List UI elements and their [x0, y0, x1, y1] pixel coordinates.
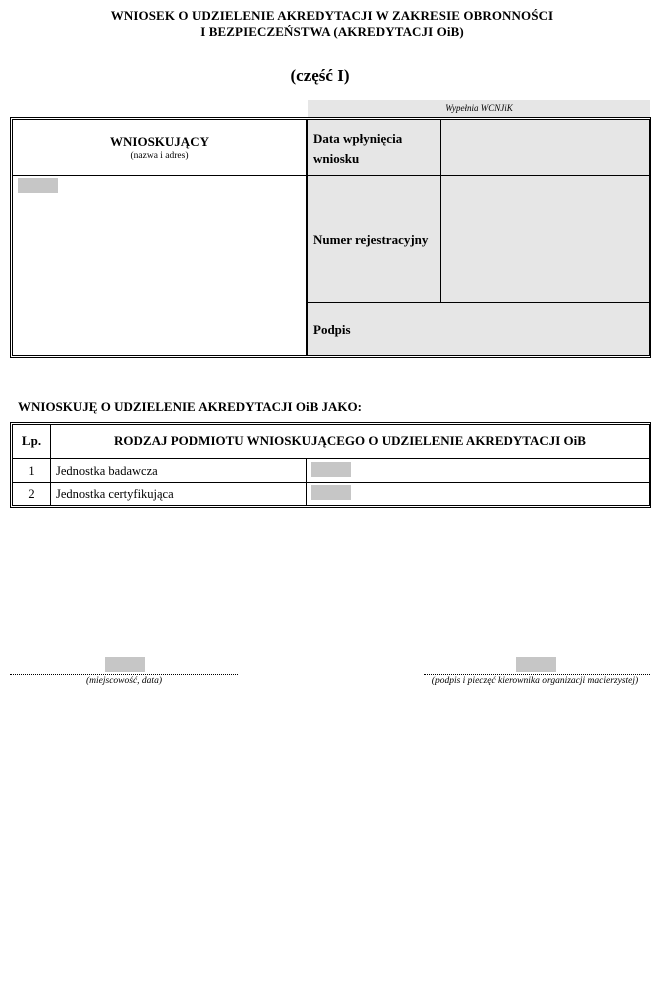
place-date-field[interactable]: [105, 657, 145, 672]
certification-unit-select-field[interactable]: [311, 485, 351, 500]
row-type-name-cell: [50, 458, 307, 483]
row-lp: 1: [28, 464, 35, 478]
received-date-label-line1: Data wpłynięcia: [313, 131, 403, 146]
place-date-caption: (miejscowość, data): [86, 676, 162, 686]
row-type-name: Jednostka certyfikująca: [56, 487, 174, 501]
row-selection-cell: [306, 458, 650, 483]
signature-cell: [307, 302, 650, 356]
row-type-name-cell: [50, 482, 307, 506]
manager-signature-caption: (podpis i pieczęć kierownika organizacji macierzystej): [431, 676, 639, 686]
applicant-subtitle: (nazwa i adres): [130, 151, 189, 161]
col-header-type: [50, 424, 650, 459]
table-row: [12, 482, 51, 506]
col-header-lp: [12, 424, 51, 459]
registration-number-value-cell: [440, 175, 650, 303]
form-title-line-1: WNIOSEK O UDZIELENIE AKREDYTACJI W ZAKRESIE OBRONNOŚCI: [110, 8, 554, 23]
filled-by-office-label: Wypełnia WCNJiK: [308, 100, 650, 117]
manager-signature-line: [424, 674, 650, 675]
row-lp: 2: [28, 487, 35, 501]
received-date-label-line2: wniosku: [313, 151, 360, 166]
applicant-title: WNIOSKUJĄCY: [110, 134, 209, 149]
row-type-name: Jednostka badawcza: [56, 464, 158, 478]
received-date-label-cell: [307, 119, 441, 176]
request-section-heading: WNIOSKUJĘ O UDZIELENIE AKREDYTACJI OiB JAKO:: [18, 399, 362, 414]
col-header-lp-text: Lp.: [21, 433, 42, 448]
table-row: [12, 458, 51, 483]
registration-number-label: Numer rejestracyjny: [313, 232, 429, 247]
received-date-value-cell: [440, 119, 650, 176]
applicant-header-cell: [12, 119, 307, 176]
form-part-label: (część I): [290, 66, 350, 85]
col-header-type-text: RODZAJ PODMIOTU WNIOSKUJĄCEGO O UDZIELENIE AKREDYTACJI OiB: [114, 433, 586, 448]
applicant-form-field[interactable]: [18, 178, 58, 193]
applicant-name-address-field[interactable]: [12, 175, 307, 356]
research-unit-select-field[interactable]: [311, 462, 351, 477]
row-selection-cell: [306, 482, 650, 506]
place-date-line: [10, 674, 238, 675]
registration-number-label-cell: [307, 175, 441, 303]
signature-label: Podpis: [313, 322, 351, 337]
form-title-line-2: I BEZPIECZEŃSTWA (AKREDYTACJI OiB): [200, 24, 464, 39]
manager-signature-field[interactable]: [516, 657, 556, 672]
